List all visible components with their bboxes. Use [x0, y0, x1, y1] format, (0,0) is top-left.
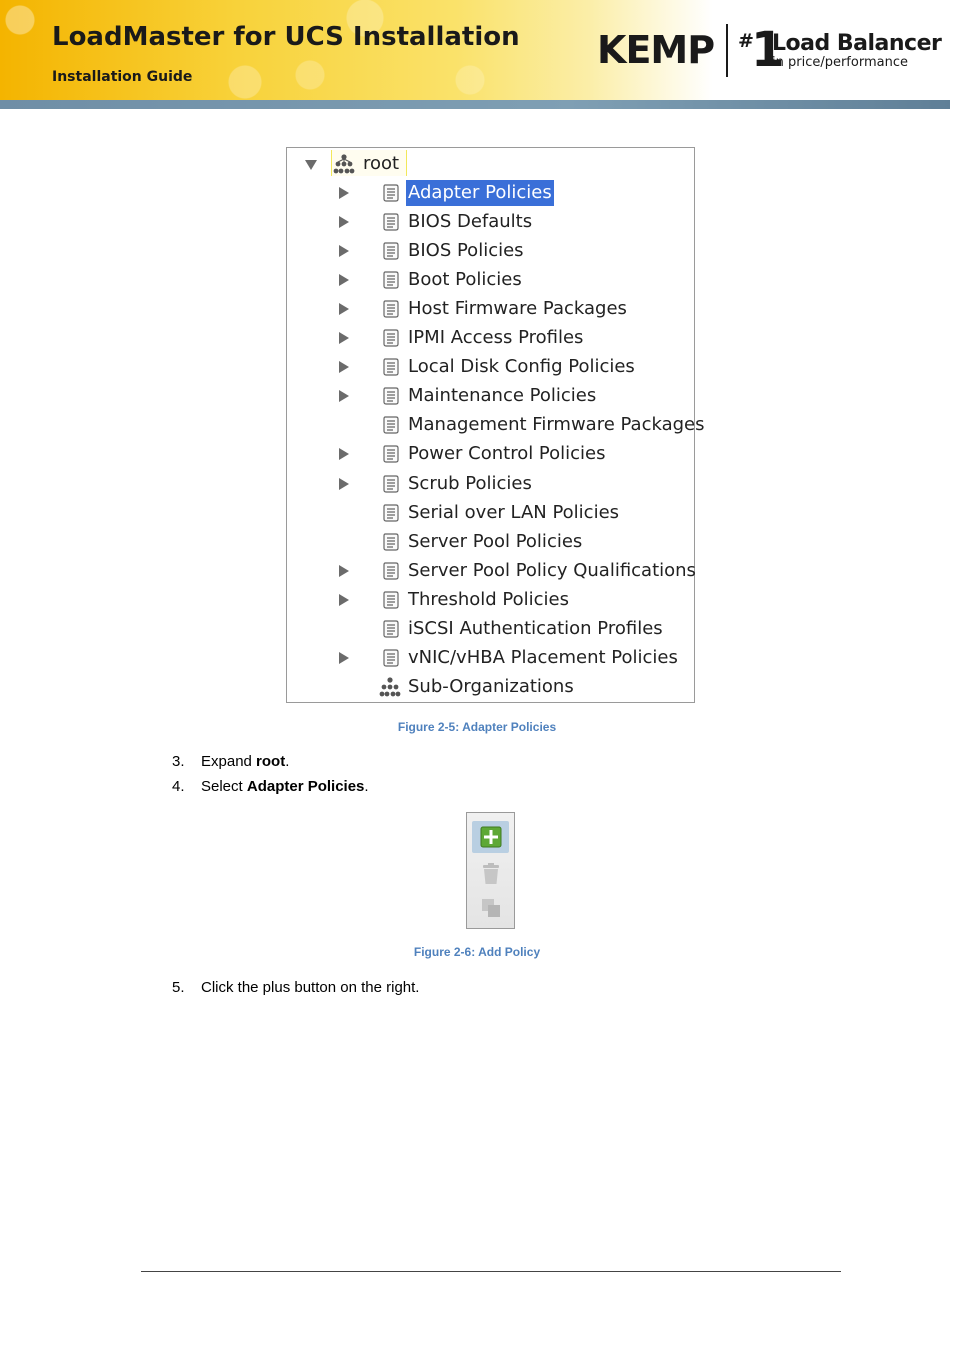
- delete-policy-button[interactable]: [472, 858, 509, 890]
- policy-scroll-icon: [381, 561, 401, 581]
- policy-scroll-icon: [381, 299, 401, 319]
- tree-item[interactable]: [337, 674, 687, 700]
- tree-item-label: Sub-Organizations: [408, 676, 574, 697]
- expand-arrow-icon[interactable]: [339, 187, 349, 199]
- step-4: 4. Select Adapter Policies.: [172, 778, 369, 795]
- logo-brand: KEMP: [597, 28, 715, 72]
- add-icon: [480, 826, 502, 848]
- tree-item[interactable]: [337, 180, 687, 206]
- org-tree-icon: [333, 153, 355, 175]
- tree-item-label: Threshold Policies: [408, 589, 570, 610]
- tree-item-label: Host Firmware Packages: [408, 298, 627, 319]
- expand-arrow-icon[interactable]: [339, 216, 349, 228]
- tree-item[interactable]: [337, 441, 687, 467]
- tree-item-label: BIOS Defaults: [408, 211, 533, 232]
- tree-item-label: Serial over LAN Policies: [408, 502, 620, 523]
- logo-product: Load Balancer: [772, 31, 942, 56]
- expand-arrow-icon[interactable]: [339, 652, 349, 664]
- policy-scroll-icon: [381, 444, 401, 464]
- policy-tree: [286, 147, 705, 703]
- policy-scroll-icon: [381, 386, 401, 406]
- add-policy-button[interactable]: [472, 821, 509, 853]
- tree-item[interactable]: [337, 471, 687, 497]
- policy-scroll-icon: [381, 503, 401, 523]
- document-subtitle: Installation Guide: [52, 69, 193, 85]
- policy-scroll-icon: [381, 532, 401, 552]
- tree-item-label: Adapter Policies: [406, 180, 554, 206]
- policy-scroll-icon: [381, 357, 401, 377]
- expand-arrow-icon[interactable]: [339, 245, 349, 257]
- tree-item[interactable]: [337, 412, 705, 438]
- tree-item-label: IPMI Access Profiles: [408, 327, 584, 348]
- footer-rule: [141, 1271, 841, 1272]
- policy-scroll-icon: [381, 241, 401, 261]
- tree-item-label: Management Firmware Packages: [408, 414, 705, 435]
- tree-item[interactable]: [337, 616, 687, 642]
- tree-item-label: Local Disk Config Policies: [408, 356, 635, 377]
- policy-scroll-icon: [381, 270, 401, 290]
- tree-item[interactable]: [337, 325, 687, 351]
- expand-arrow-icon[interactable]: [339, 303, 349, 315]
- tree-item[interactable]: [337, 238, 687, 264]
- figure-caption-add-policy: Figure 2-6: Add Policy: [413, 945, 541, 959]
- expand-arrow-icon[interactable]: [339, 274, 349, 286]
- tree-item[interactable]: [337, 529, 687, 555]
- policy-scroll-icon: [381, 415, 401, 435]
- delete-icon: [480, 862, 502, 886]
- expand-arrow-icon[interactable]: [339, 332, 349, 344]
- logo-number: 1: [751, 22, 785, 78]
- tree-item[interactable]: [337, 267, 687, 293]
- figure-caption-adapter-policies: Figure 2-5: Adapter Policies: [397, 720, 557, 734]
- expand-arrow-icon[interactable]: [339, 448, 349, 460]
- tree-item-label: iSCSI Authentication Profiles: [408, 618, 663, 639]
- step-5: 5. Click the plus button on the right.: [172, 979, 420, 996]
- tree-item-label: Server Pool Policies: [408, 531, 583, 552]
- policy-scroll-icon: [381, 590, 401, 610]
- tree-item[interactable]: [337, 645, 687, 671]
- policy-scroll-icon: [381, 619, 401, 639]
- policy-toolbar: [466, 812, 515, 929]
- document-title: LoadMaster for UCS Installation: [52, 22, 520, 52]
- tree-item-label: Server Pool Policy Qualifications: [408, 560, 696, 581]
- tree-item[interactable]: [337, 500, 687, 526]
- tree-item[interactable]: [337, 558, 696, 584]
- policy-scroll-icon: [381, 474, 401, 494]
- policy-scroll-icon: [381, 648, 401, 668]
- expand-arrow-icon[interactable]: [339, 390, 349, 402]
- step-3: 3. Expand root.: [172, 753, 290, 770]
- tree-root-label: root: [363, 153, 400, 174]
- logo-tagline: in price/performance: [772, 55, 908, 70]
- tree-item[interactable]: [337, 587, 687, 613]
- tree-item[interactable]: [337, 354, 687, 380]
- org-tree-icon: [379, 676, 401, 698]
- policy-scroll-icon: [381, 183, 401, 203]
- logo-hash: #: [738, 30, 754, 52]
- tree-item-label: Maintenance Policies: [408, 385, 597, 406]
- policy-scroll-icon: [381, 328, 401, 348]
- tree-item-label: Boot Policies: [408, 269, 522, 290]
- expand-arrow-icon[interactable]: [339, 478, 349, 490]
- tree-item-label: BIOS Policies: [408, 240, 524, 261]
- header-strip: [0, 100, 950, 109]
- copy-policy-button[interactable]: [472, 893, 509, 925]
- logo-separator: [726, 24, 728, 77]
- expand-arrow-icon[interactable]: [339, 565, 349, 577]
- copy-icon: [480, 897, 502, 919]
- header-banner: [0, 0, 950, 100]
- tree-item[interactable]: [337, 209, 687, 235]
- policy-scroll-icon: [381, 212, 401, 232]
- expand-arrow-icon[interactable]: [339, 594, 349, 606]
- tree-item[interactable]: [337, 383, 687, 409]
- tree-item-label: Power Control Policies: [408, 443, 606, 464]
- tree-item[interactable]: [337, 296, 687, 322]
- collapse-arrow-icon[interactable]: [305, 160, 317, 170]
- tree-item-label: vNIC/vHBA Placement Policies: [408, 647, 678, 668]
- tree-item-label: Scrub Policies: [408, 473, 532, 494]
- expand-arrow-icon[interactable]: [339, 361, 349, 373]
